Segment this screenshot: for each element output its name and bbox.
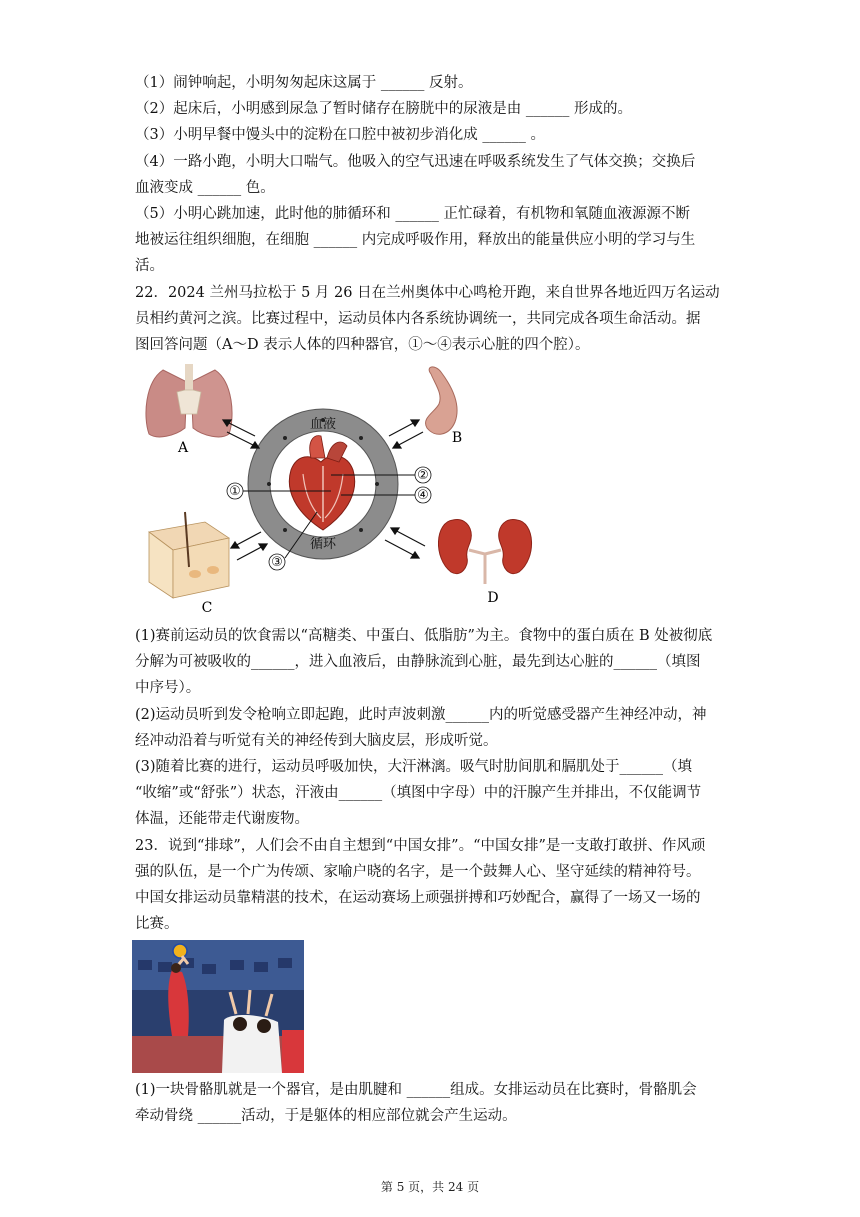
q22-part2-line2: 经冲动沿着与听觉有关的神经传到大脑皮层，形成听觉。 (135, 733, 498, 749)
label-a: A (177, 440, 189, 456)
q21-subquestion-5-line3: 活。 (135, 258, 164, 274)
volleyball-photo (132, 940, 304, 1073)
q22-part1-line2: 分解为可被吸收的______，进入血液后，由静脉流到心脏，最先到达心脏的______（填图 (135, 654, 701, 670)
q23-stem-line3: 中国女排运动员靠精湛的技术，在运动赛场上顽强拼搏和巧妙配合，赢得了一场又一场的 (135, 890, 701, 906)
q23-part1-line1: (1)一块骨骼肌就是一个器官，是由肌腱和 ______组成。女排运动员在比赛时，骨骼肌会 (135, 1082, 697, 1098)
q21-subquestion-4-line2: 血液变成 ______ 色。 (135, 180, 275, 196)
label-d: D (487, 590, 499, 606)
q23-stem-line1: 23．说到“排球”，人们会不由自主想到“中国女排”。“中国女排”是一支敢打敢拼、作风顽 (135, 838, 706, 854)
q22-part3-line3: 体温，还能带走代谢废物。 (135, 811, 309, 827)
label-circulation: 循环 (309, 537, 337, 552)
chamber-2: ② (417, 468, 429, 483)
page-footer: 第 5 页，共 24 页 (380, 1180, 480, 1194)
q22-part3-line2: “收缩”或“舒张”）状态，汗液由______（填图中字母）中的汗腺产生并排出，不仅能调节 (135, 785, 702, 801)
circulation-diagram (135, 362, 555, 614)
skin-illustration (149, 512, 229, 598)
kidneys-illustration (438, 520, 531, 585)
q21-subquestion-4-line1: （4）一路小跑，小明大口喘气。他吸入的空气迅速在呼吸系统发生了气体交换；交换后 (135, 154, 696, 170)
q21-subquestion-1: （1）闹钟响起，小明匆匆起床这属于 ______ 反射。 (135, 75, 473, 91)
label-c: C (201, 600, 213, 614)
label-b: B (451, 430, 463, 446)
q22-part1-line3: 中序号）。 (135, 680, 201, 696)
chamber-4: ④ (417, 488, 429, 503)
chamber-3: ③ (271, 555, 283, 570)
q21-subquestion-5-line2: 地被运往组织细胞，在细胞 ______ 内完成呼吸作用，释放出的能量供应小明的学习与生 (135, 232, 696, 248)
q22-stem-line2: 员相约黄河之滨。比赛过程中，运动员体内各系统协调统一，共同完成各项生命活动。据 (135, 311, 701, 327)
stomach-illustration (426, 367, 458, 434)
q22-part3-line1: (3)随着比赛的进行，运动员呼吸加快，大汗淋漓。吸气时肋间肌和膈肌处于______（填 (135, 759, 693, 775)
q23-stem-line4: 比赛。 (135, 916, 179, 932)
q22-part1-line1: (1)赛前运动员的饮食需以“高糖类、中蛋白、低脂肪”为主。食物中的蛋白质在 B 处被彻底 (135, 628, 713, 644)
q22-part2-line1: (2)运动员听到发令枪响立即起跑，此时声波刺激______内的听觉感受器产生神经冲动，神 (135, 707, 707, 723)
q21-subquestion-5-line1: （5）小明心跳加速，此时他的肺循环和 ______ 正忙碌着，有机物和氧随血液源源不断 (135, 206, 690, 222)
chamber-1: ① (229, 484, 241, 499)
label-blood: 血液 (309, 417, 337, 432)
q23-part1-line2: 牵动骨绕 ______活动，于是躯体的相应部位就会产生运动。 (135, 1108, 517, 1124)
q21-subquestion-2: （2）起床后，小明感到尿急了暂时储存在膀胱中的尿液是由 ______ 形成的。 (135, 101, 632, 117)
q21-subquestion-3: （3）小明早餐中馒头中的淀粉在口腔中被初步消化成 ______ 。 (135, 127, 545, 143)
q23-stem-line2: 强的队伍，是一个广为传颂、家喻户晓的名字，是一个鼓舞人心、坚守延续的精神符号。 (135, 864, 701, 880)
lungs-illustration (146, 364, 232, 437)
q22-stem-line3: 图回答问题（A～D 表示人体的四种器官，①～④表示心脏的四个腔）。 (135, 337, 590, 353)
q22-stem-line1: 22．2024 兰州马拉松于 5 月 26 日在兰州奥体中心鸣枪开跑，来自世界各地近四万名运动 (135, 285, 720, 301)
